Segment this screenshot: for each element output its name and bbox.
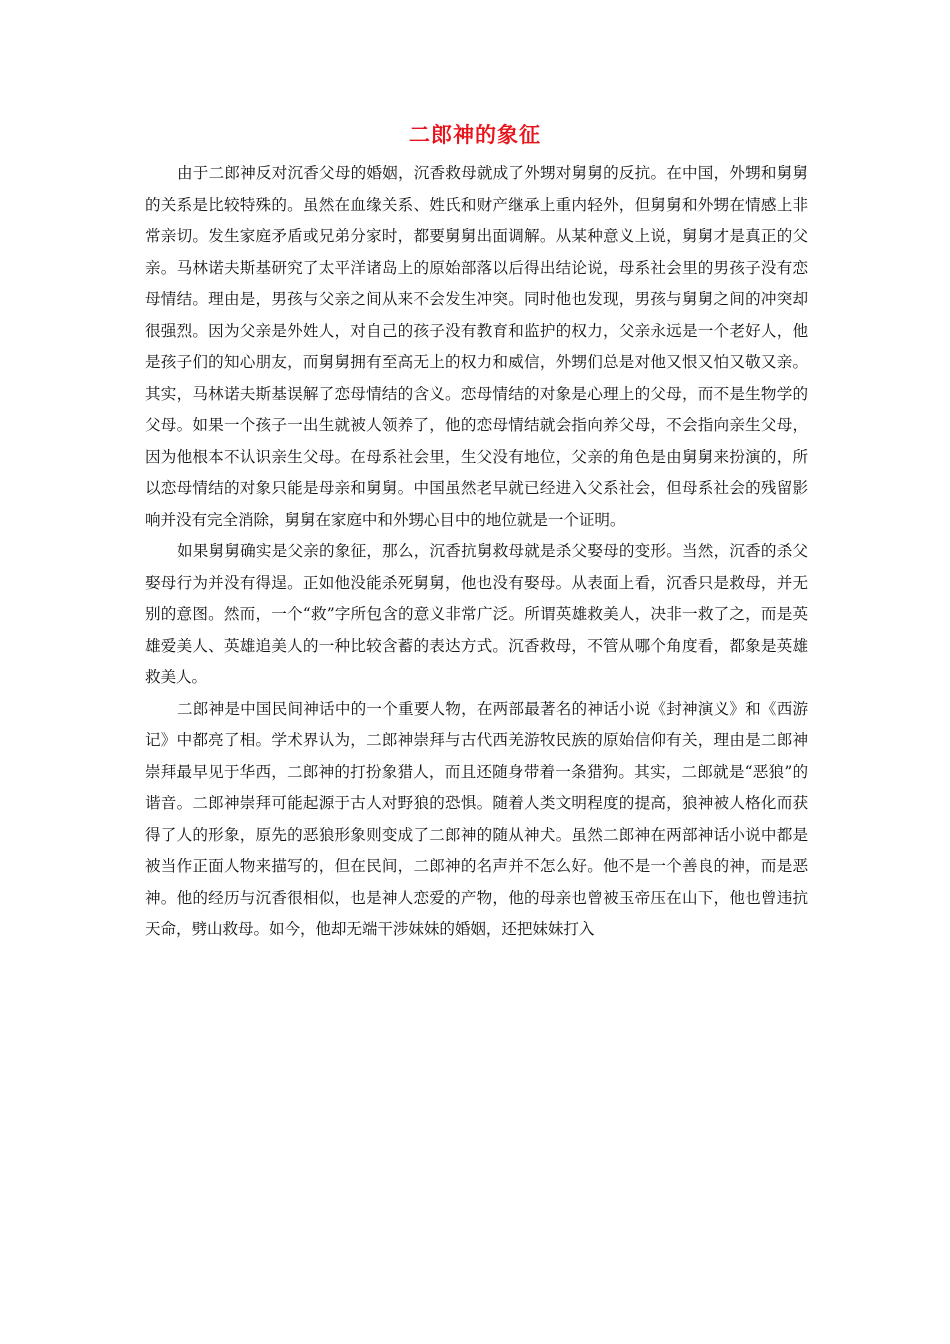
document-body <box>145 158 808 946</box>
document-title: 二郎神的象征 <box>409 123 541 147</box>
paragraph-3: 二郎神是中国民间神话中的一个重要人物，在两部最著名的神话小说《封神演义》和《西游记》中都亮了相。学术界认为，二郎神崇拜与古代西羌游牧民族的原始信仰有关，理由是二郎神崇拜最早见于华西，二郎神的打扮象猎人，而且还随身带着一条猎狗。其实，二郎就是“恶狼”的谐音。二郎神崇拜可能起源于古人对野狼的恐惧。随着人类文明程度的提高，狼神被人格化而获得了人的形象，原先的恶狼形象则变成了二郎神的随从神犬。虽然二郎神在两部神话小说中都是被当作正面人物来描写的，但在民间，二郎神的名声并不怎么好。他不是一个善良的神，而是恶神。他的经历与沉香很相似，也是神人恋爱的产物，他的母亲也曾被玉帝压在山下，他也曾违抗天命，劈山救母。如今，他却无端干涉妹妹的婚姻，还把妹妹打入 <box>145 699 808 938</box>
paragraph-1: 由于二郎神反对沉香父母的婚姻，沉香救母就成了外甥对舅舅的反抗。在中国，外甥和舅舅的关系是比较特殊的。虽然在血缘关系、姓氏和财产继承上重内轻外，但舅舅和外甥在情感上非常亲切。发生家庭矛盾或兄弟分家时，都要舅舅出面调解。从某种意义上说，舅舅才是真正的父亲。马林诺夫斯基研究了太平洋诸岛上的原始部落以后得出结论说，母系社会里的男孩子没有恋母情结。理由是，男孩与父亲之间从来不会发生冲突。同时他也发现，男孩与舅舅之间的冲突却很强烈。因为父亲是外姓人，对自己的孩子没有教育和监护的权力，父亲永远是一个老好人，他是孩子们的知心朋友，而舅舅拥有至高无上的权力和威信，外甥们总是对他又恨又怕又敬又亲。其实，马林诺夫斯基误解了恋母情结的含义。恋母情结的对象是心理上的父母，而不是生物学的父母。如果一个孩子一出生就被人领养了，他的恋母情结就会指向养父母，不会指向亲生父母，因为他根本不认识亲生父母。在母系社会里，生父没有地位，父亲的角色是由舅舅来扮演的，所以恋母情结的对象只能是母亲和舅舅。中国虽然老早就已经进入父系社会，但母系社会的残留影响并没有完全消除，舅舅在家庭中和外甥心目中的地位就是一个证明。 <box>145 164 808 529</box>
paragraph-2: 如果舅舅确实是父亲的象征，那么，沉香抗舅救母就是杀父娶母的变形。当然，沉香的杀父娶母行为并没有得逞。正如他没能杀死舅舅，他也没有娶母。从表面上看，沉香只是救母，并无别的意图。然而，一个“救”字所包含的意义非常广泛。所谓英雄救美人，决非一救了之，而是英雄爱美人、英雄追美人的一种比较含蓄的表达方式。沉香救母，不管从哪个角度看，都象是英雄救美人。 <box>145 542 808 686</box>
